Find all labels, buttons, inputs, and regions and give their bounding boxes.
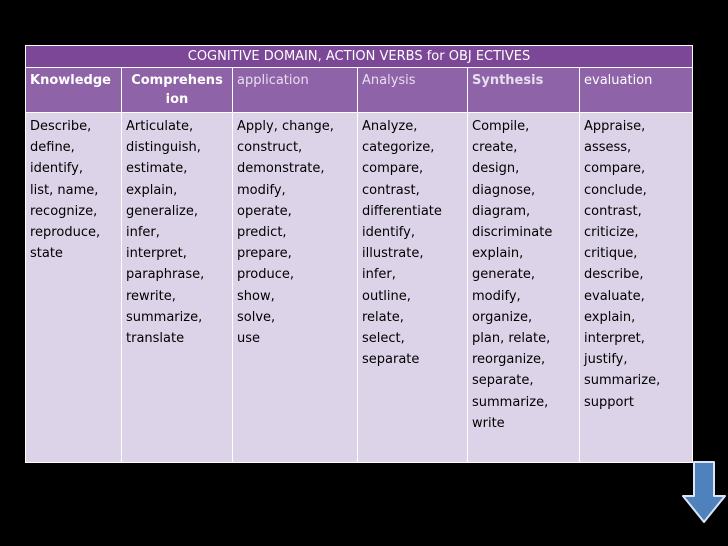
header-application: application	[233, 68, 358, 113]
cell-evaluation-verbs: Appraise, assess, compare, conclude, contrast, criticize, critique, describe, evaluate, explain, interpret, justify, summarize, support	[580, 113, 693, 463]
cell-knowledge-verbs: Describe, define, identify, list, name, recognize, reproduce, state	[26, 113, 122, 463]
table-title: COGNITIVE DOMAIN, ACTION VERBS for OBJ ECTIVES	[26, 46, 693, 68]
header-comprehension: Comprehens ion	[122, 68, 233, 113]
header-synthesis: Synthesis	[468, 68, 580, 113]
header-analysis: Analysis	[358, 68, 468, 113]
action-verbs-table	[25, 45, 693, 463]
header-evaluation: evaluation	[580, 68, 693, 113]
cell-application-verbs: Apply, change, construct, demonstrate, modify, operate, predict, prepare, produce, show, solve, use	[233, 113, 358, 463]
cell-comprehension-verbs: Articulate, distinguish, estimate, explain, generalize, infer, interpret, paraphrase, rewrite, summarize, translate	[122, 113, 233, 463]
cell-synthesis-verbs: Compile, create, design, diagnose, diagram, discriminate explain, generate, modify, organize, plan, relate, reorganize, separate, summarize, write	[468, 113, 580, 463]
down-arrow-icon[interactable]	[680, 460, 728, 526]
cell-analysis-verbs: Analyze, categorize, compare, contrast, differentiate identify, illustrate, infer, outline, relate, select, separate	[358, 113, 468, 463]
header-knowledge: Knowledge	[26, 68, 122, 113]
